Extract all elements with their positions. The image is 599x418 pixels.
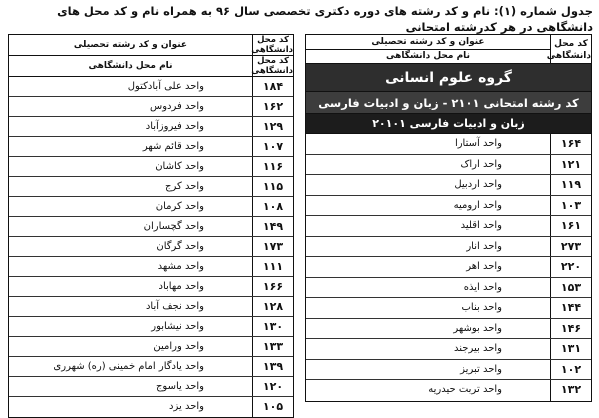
place-code: ۱۴۴	[550, 298, 591, 318]
place-name: واحد گچساران	[143, 221, 204, 232]
table-row	[306, 298, 591, 319]
table-row	[9, 137, 293, 157]
place-name: واحد اهر	[466, 261, 502, 272]
place-name: واحد آستارا	[454, 138, 502, 149]
place-code: ۱۲۸	[252, 297, 293, 316]
place-name: واحد ورامین	[153, 341, 204, 352]
group-band: گروه علوم انسانی	[306, 64, 591, 92]
code-column-header: کد محل دانشگاهی	[251, 35, 293, 55]
place-name: واحد گرگان	[156, 241, 204, 252]
place-code: ۱۳۹	[252, 357, 293, 376]
place-name: واحد انار	[466, 240, 502, 252]
table-row	[306, 196, 591, 217]
right-table-body	[306, 134, 591, 401]
place-code: ۱۱۵	[252, 177, 293, 196]
place-name: واحد مشهد	[157, 261, 204, 272]
place-name: واحد اراک	[460, 158, 502, 170]
table-row	[9, 157, 293, 177]
place-name: واحد مهاباد	[158, 281, 204, 292]
table-row	[9, 197, 293, 217]
table-row	[9, 337, 293, 357]
table-row	[9, 237, 293, 257]
place-code: ۱۰۷	[252, 137, 293, 156]
place-name: واحد قائم شهر	[142, 141, 204, 152]
place-name: واحد اقلید	[460, 220, 502, 231]
exam-code-band: کد رشته امتحانی ۲۱۰۱ - زبان و ادبیات فارسی	[306, 92, 591, 114]
place-code: ۱۶۱	[550, 216, 591, 236]
place-name: واحد یادگار امام خمینی (ره) شهرری	[53, 361, 204, 372]
table-row	[306, 237, 591, 258]
table-row	[9, 357, 293, 377]
place-code: ۱۴۶	[550, 319, 591, 339]
place-code: ۱۷۳	[252, 237, 293, 256]
table-row	[306, 257, 591, 278]
place-code: ۱۲۱	[550, 155, 591, 175]
place-name: واحد بوشهر	[453, 322, 502, 334]
place-code: ۱۰۳	[550, 196, 591, 216]
table-row	[9, 397, 293, 417]
place-name: واحد کرمان	[155, 201, 204, 212]
place-name: واحد اردبیل	[454, 179, 502, 190]
place-name: واحد کرج	[165, 181, 204, 192]
table-row	[9, 77, 293, 97]
table-row	[9, 97, 293, 117]
table-row	[9, 317, 293, 337]
place-name: واحد نیشابور	[151, 321, 204, 332]
place-name: واحد علی آبادکتول	[127, 81, 204, 92]
place-code: ۱۵۳	[550, 278, 591, 298]
place-name: واحد فیروزآباد	[145, 121, 204, 132]
table-row	[306, 380, 591, 401]
table-header	[9, 35, 293, 56]
place-code: ۱۶۶	[252, 277, 293, 296]
place-column-header: نام محل دانشگاهی	[88, 61, 173, 71]
place-name: واحد بناب	[461, 302, 502, 313]
page-title: جدول شماره (۱): نام و کد رشته های دوره دکتری تخصصی سال ۹۶ به همراه نام و کد محل های دانشگاهی در هر کدرشته امتحانی	[57, 4, 593, 34]
place-code: ۱۰۲	[550, 360, 591, 380]
place-code: ۱۰۵	[252, 397, 293, 417]
place-name: واحد یاسوج	[155, 381, 204, 392]
table-row	[306, 175, 591, 196]
place-name: واحد ایذه	[463, 281, 502, 293]
place-name: واحد تبریز	[460, 363, 502, 375]
place-code: ۱۸۴	[252, 77, 293, 96]
table-row	[9, 257, 293, 277]
table-row	[306, 278, 591, 299]
table-row	[9, 117, 293, 137]
place-code: ۱۰۸	[252, 197, 293, 216]
field-band: زبان و ادبیات فارسی ۲۰۱۰۱	[306, 114, 591, 134]
place-code: ۱۲۰	[252, 377, 293, 396]
code-column-header: کد محل دانشگاهی	[251, 56, 293, 76]
left-table	[8, 34, 294, 418]
place-name: واحد نجف آباد	[145, 301, 204, 312]
place-code: ۱۳۳	[252, 337, 293, 356]
table-row	[9, 297, 293, 317]
place-name: واحد بیرجند	[454, 343, 502, 354]
place-code: ۱۶۴	[550, 134, 591, 154]
title-column-header: عنوان و کد رشته تحصیلی	[306, 35, 550, 50]
place-code: ۲۷۳	[550, 237, 591, 257]
place-code: ۲۲۰	[550, 257, 591, 277]
place-column-header: نام محل دانشگاهی	[386, 51, 470, 61]
place-code: ۱۳۰	[252, 317, 293, 336]
table-row	[306, 360, 591, 381]
place-subheader	[9, 56, 293, 77]
table-header	[306, 35, 591, 64]
place-code: ۱۲۹	[252, 117, 293, 136]
table-row	[9, 177, 293, 197]
place-code: ۱۱۹	[550, 175, 591, 195]
place-code: ۱۳۲	[550, 380, 591, 401]
place-code: ۱۳۱	[550, 339, 591, 359]
place-code: ۱۴۹	[252, 217, 293, 236]
code-column-header: کد محل دانشگاهی	[550, 35, 591, 63]
table-row	[306, 155, 591, 176]
left-table-body	[9, 77, 293, 417]
table-row	[9, 377, 293, 397]
right-table	[305, 34, 592, 402]
table-row	[306, 216, 591, 237]
place-code: ۱۶۲	[252, 97, 293, 116]
title-column-header: عنوان و کد رشته تحصیلی	[73, 40, 188, 50]
place-name: واحد ارومیه	[453, 199, 502, 211]
place-name: واحد تربت حیدریه	[428, 384, 502, 395]
table-row	[306, 134, 591, 155]
table-row	[306, 339, 591, 360]
place-name: واحد یزد	[169, 401, 204, 412]
place-name: واحد کاشان	[155, 161, 204, 172]
place-code: ۱۱۱	[252, 257, 293, 276]
table-row	[9, 277, 293, 297]
place-code: ۱۱۶	[252, 157, 293, 176]
table-row	[9, 217, 293, 237]
table-row	[306, 319, 591, 340]
place-name: واحد فردوس	[149, 101, 204, 112]
